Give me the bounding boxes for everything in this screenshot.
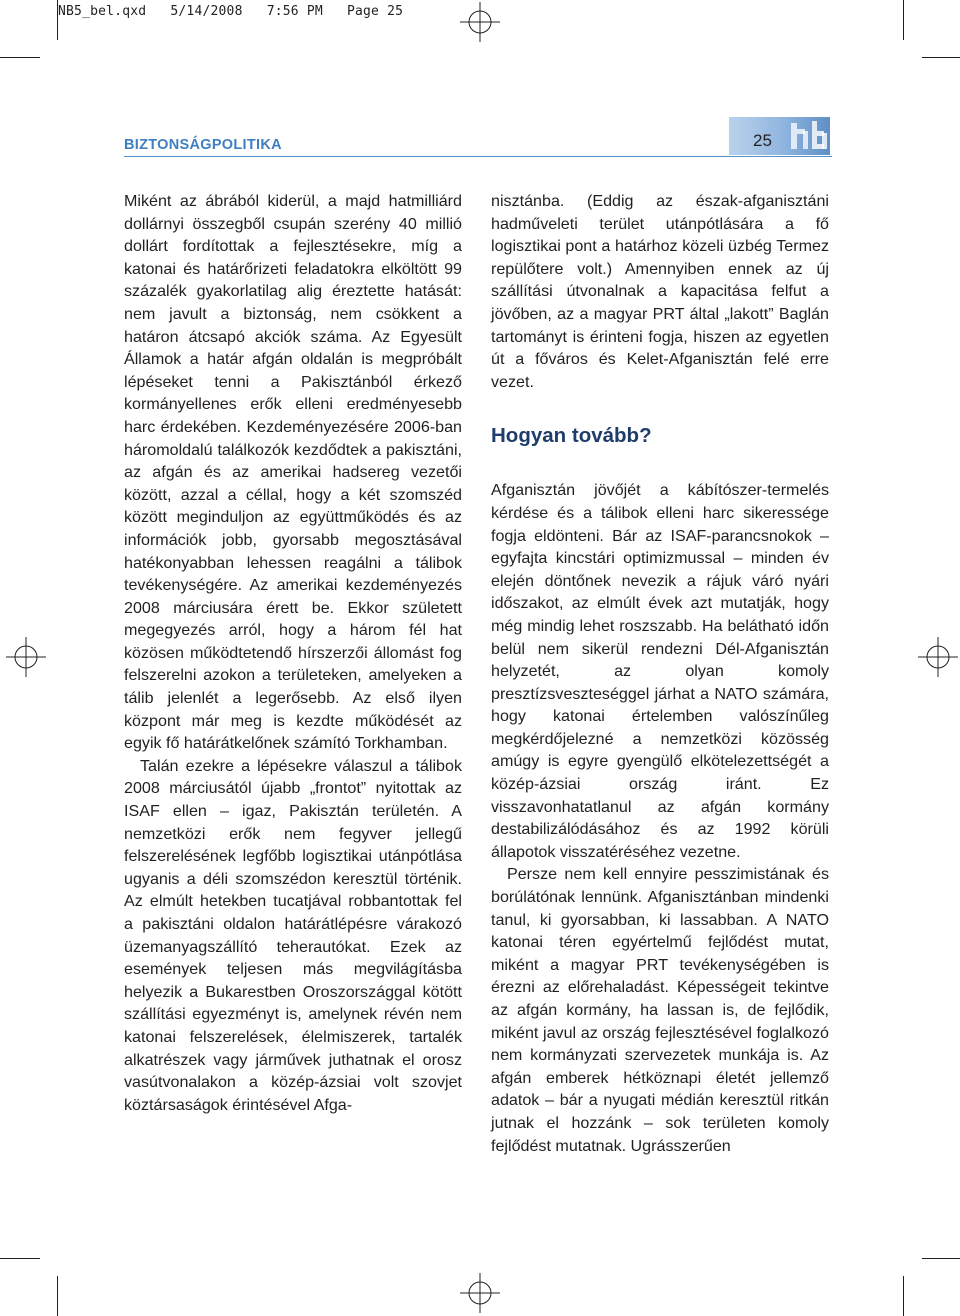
section-heading: Hogyan tovább?	[491, 424, 652, 448]
crop-mark-bottom-left-v	[57, 1276, 58, 1316]
registration-mark-bottom	[460, 1273, 500, 1313]
header-rule	[124, 156, 832, 157]
crop-mark-bottom-right-h	[922, 1258, 960, 1259]
crop-mark-top-right-v	[903, 0, 904, 40]
crop-mark-top-left-v	[57, 0, 58, 40]
registration-mark-left	[6, 637, 46, 677]
page-number: 25	[753, 131, 772, 150]
article-column-left	[124, 190, 462, 1116]
nb-logo-icon	[787, 117, 830, 155]
paragraph: Afganisztán jövőjét a kábítószer-termelés kérdése és a tálibok elleni harc sikeressége fogja eldönteni. Bár az ISAF-parancsnokok – egyfajta kincstári optimizmussal – minden év elején döntőnek nevezik a rájuk váró nyári időszakot, az elmúlt évek azt mutatják, hogy még mindig lehet roszszabb. Ha belátható időn belül nem sikerül rendezni Dél-Afganisztán helyzetét, az olyan komoly presztízsveszteséggel járhat a NATO számára, hogy katonai értelemben valószínűleg megkérdőjelezné a nemzetközi közösség amúgy is egyre gyengülő elkötelezettségét a közép-ázsiai ország iránt. Ez visszavonhatatlanul az afgán kormány destabilizálódásához és az 1992 körüli állapotok visszatéréséhez vezetne.	[491, 481, 829, 861]
paragraph: Persze nem kell ennyire pesszimistának és borúlátónak lennünk. Afganisztánban mindenki tanul, ki gyorsabban, ki lassabban. A NATO katonai téren egyértelmű fejlődést mutat, miként a magyar PRT tevékenységében is érezni az előrehaladást. Képességeit tekintve az afgán kormány, ha lassan is, de fejlődik, miként javul az ország fejlesztésével foglalkozó nem kormányzati szervezetek munkája is. Az afgán emberek hétköznapi életét jellemző adatok – bár a nyugati médián keresztül ritkán jutnak el hozzánk – sok területen komoly fejlődést mutatnak. Ugrásszerűen	[491, 865, 829, 1155]
crop-mark-bottom-right-v	[903, 1276, 904, 1316]
paragraph: Miként az ábrából kiderül, a majd hatmilliárd dollárnyi összegből csupán szerény 40 millió dollárt fordítottak a fejlesztésekre, míg a katonai és határőrizeti feladatokra elköltött 99 százalék gyakorlatilag alig éreztette hatását: nem javult a biztonság, nem csökkent a határon átcsapó akciók száma. Az Egyesült Államok a határ afgán oldalán is megpróbált lépéseket tenni a Pakisztánból érkező kormányellenes erők elleni eredményesebb harc érdekében. Kezdeményezésére 2006-ban háromoldalú találkozók kezdődtek a pakisztáni, az afgán és az amerikai hadsereg vezetői között, azzal a céllal, hogy a két szomszéd között meginduljon az együttműködés és az információk jobb, gyorsabb megosztásával hatékonyabban lehessen reagálni a tálibok tevékenységére. Az amerikai kezdeményezés 2008 márciusára érett be. Ekkor született megegyezés arról, hogy a három fél hat közösen működtetendő hírszerzői állomást fog felszerelni azokon a területeken, amelyeken a tálib jelenlét a legerősebb. Az első ilyen központ már meg is kezdte működését az egyik fő határátkelőnek számító Torkhamban.	[124, 192, 462, 753]
crop-mark-top-right-h	[922, 57, 960, 58]
paragraph-continuation: nisztánba. (Eddig az észak-afganisztáni hadműveleti terület utánpótlására a fő logisztikai pont a határhoz közeli üzbég Termez repülőtere volt.) Amennyiben ennek az új szállítási útvonalnak a kapacitása felfut a jövőben, az a magyar PRT által „lakott” Baglán tartományt is érinteni fogja, hiszen az egyetlen út a főváros és Kelet-Afganisztán felé erre vezet.	[491, 192, 829, 391]
crop-mark-top-left-h	[0, 57, 40, 58]
registration-mark-right	[918, 637, 958, 677]
page-number-box	[729, 117, 830, 155]
crop-mark-bottom-left-h	[0, 1258, 40, 1259]
running-head: BIZTONSÁGPOLITIKA	[124, 137, 282, 153]
registration-mark-top	[460, 2, 500, 42]
article-column-right	[491, 190, 829, 1157]
paragraph: Talán ezekre a lépésekre válaszul a tálibok 2008 márciusától újabb „frontot” nyitottak az ISAF ellen – igaz, Pakisztán területén. A nemzetközi erők nem fegyver jellegű felszerelésének legfőbb logisztikai utánpótlása ugyanis a déli szomszédon keresztül történik. Az elmúlt hetekben tucatjával robbantottak fel a pakisztáni oldalon határátlépésre várakozó üzemanyagszállító teherautókat. Ezek az események teljesen más megvilágításba helyezik a Bukarestben Oroszországgal kötött szállítási egyezményt is, amelynek révén nem katonai felszerelések, élelmiszerek, tartalék alkatrészek vagy járművek juthatnak el orosz vasútvonalakon a közép-ázsiai volt szovjet köztársaságok érintésével Afga-	[124, 756, 462, 1114]
printer-slug: NB5_bel.qxd 5/14/2008 7:56 PM Page 25	[58, 4, 404, 19]
